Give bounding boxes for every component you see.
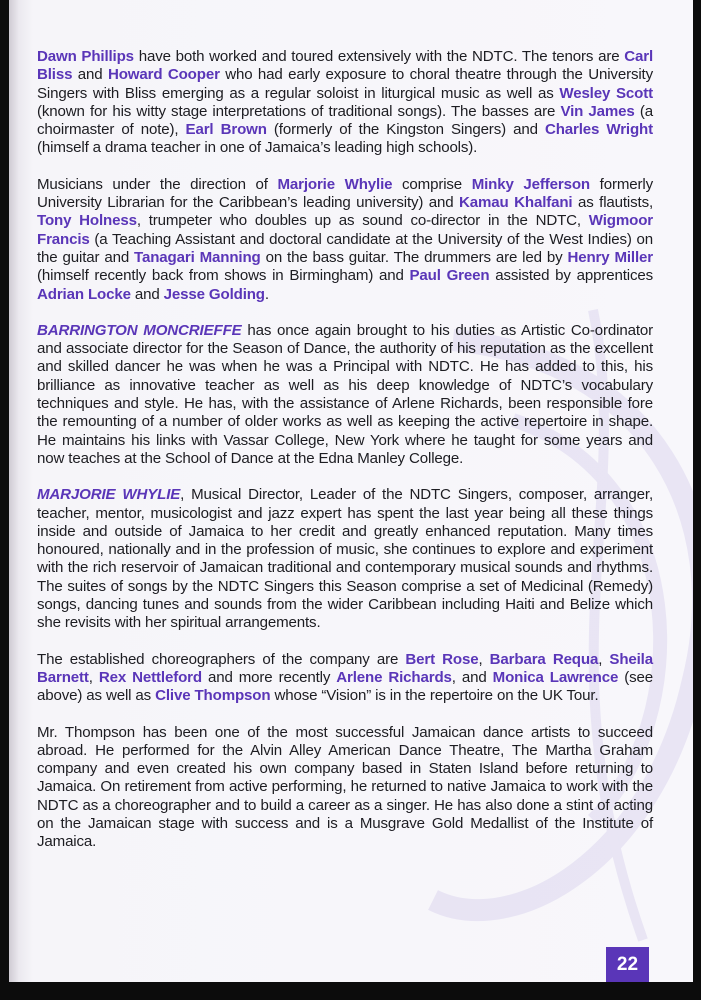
text-run: assisted by apprentices <box>489 267 653 285</box>
page-number-badge <box>606 947 649 982</box>
text-run: (formerly of the Kingston Singers) and <box>266 121 545 139</box>
text-run: , and <box>451 668 493 686</box>
text-run: comprise <box>392 175 472 193</box>
text-run: , trumpeter who doubles up as sound co-director in the NDTC, <box>136 212 589 230</box>
text-run: , <box>478 650 490 668</box>
text-run: (known for his witty stage interpretations of traditional songs). The basses are <box>37 102 561 120</box>
person-name: Arlene Richards <box>336 668 452 686</box>
text-run: , <box>88 668 99 686</box>
person-name: Vin James <box>560 102 635 120</box>
page-number: 22 <box>616 953 639 975</box>
person-name: Jesse Golding <box>163 285 265 303</box>
person-name: Sheila Barnett <box>37 650 653 686</box>
text-run: on the bass guitar. The drummers are led by <box>260 248 568 266</box>
person-name: Marjorie Whylie <box>277 175 393 193</box>
person-name: Howard Cooper <box>107 66 220 84</box>
person-name: Carl Bliss <box>37 48 653 84</box>
text-run: (a Teaching Assistant and doctoral candidate at the University of the West Indies) on the guitar and <box>37 230 653 266</box>
person-name: Paul Green <box>409 267 490 285</box>
brochure-page <box>9 0 693 982</box>
text-run: (himself a drama teacher in one of Jamaica’s leading high schools). <box>37 139 478 157</box>
text-run: and <box>72 66 108 84</box>
text-run: , Musical Director, Leader of the NDTC Singers, composer, arranger, teacher, mentor, musicologist and jazz expert has spent the last year being all these things inside and outside of Jamaica to her credit and greatly enhanced reputation. Many times honoured, nationally and in the profession of music, she continues to explore and experiment with the rich reservoir of Jamaican traditional and contemporary musical sounds and rhythms. The suites of songs by the NDTC Singers this Season comprise a set of Medicinal (Remedy) songs, dancing tunes and sounds from the wider Caribbean including Haiti and Belize which she revisits with her spiritual arrangements. <box>37 486 653 632</box>
text-run: and more recently <box>201 668 337 686</box>
person-name: Bert Rose <box>405 650 479 668</box>
text-run: as flautists, <box>572 194 654 212</box>
person-name: Dawn Phillips <box>37 48 134 65</box>
person-name: Barbara Requa <box>489 650 599 668</box>
person-name: Adrian Locke <box>37 285 131 303</box>
paragraph-choreographers <box>37 651 653 706</box>
paragraph-marjorie-whylie <box>37 486 653 632</box>
text-run: The established choreographers of the company are <box>37 650 406 668</box>
paragraph-clive-thompson <box>37 724 653 852</box>
person-name: Tony Holness <box>37 212 137 230</box>
person-name: Clive Thompson <box>155 687 271 705</box>
text-run: who had early exposure to choral theatre through the University Singers with Bliss emerging as a regular soloist in liturgical music as well as <box>37 66 653 102</box>
person-name: Rex Nettleford <box>98 668 202 686</box>
text-run: whose “Vision” is in the repertoire on the UK Tour. <box>270 687 599 705</box>
paragraph-barrington-moncrieffe <box>37 322 653 468</box>
text-run: have both worked and toured extensively with the NDTC. The tenors are <box>133 48 625 65</box>
person-name: Kamau Khalfani <box>459 194 573 212</box>
text-run: Mr. Thompson has been one of the most successful Jamaican dance artists to succeed abroad. He performed for the Alvin Alley American Dance Theatre, The Martha Graham company and even created his own company based in Staten Island before returning to Jamaica. On retirement from active performing, he returned to native Jamaica to work with the NDTC as a choreographer and to build a career as a singer. He has also done a stint of acting on the Jamaican stage with success and is a Musgrave Gold Medallist of the Institute of Jamaica. <box>37 723 653 851</box>
text-run: (a choirmaster of note), <box>37 102 653 139</box>
person-name: Earl Brown <box>185 121 267 139</box>
person-name: Wesley Scott <box>559 84 653 102</box>
person-name: Monica Lawrence <box>492 668 619 686</box>
person-name: Wigmoor Francis <box>37 212 653 248</box>
person-name: Tanagari Manning <box>134 248 261 266</box>
text-run: formerly University Librarian for the Caribbean’s leading university) and <box>37 175 653 212</box>
text-run: , <box>598 650 610 668</box>
text-run: and <box>130 285 164 303</box>
text-run: Musicians under the direction of <box>37 175 278 193</box>
person-name: Minky Jefferson <box>471 175 590 193</box>
paragraph-musicians <box>37 176 653 304</box>
paragraph-singers <box>37 48 653 158</box>
person-name: BARRINGTON MONCRIEFFE <box>37 321 242 339</box>
text-run: (himself recently back from shows in Birmingham) and <box>37 267 410 285</box>
body-text <box>37 48 653 870</box>
text-run: has once again brought to his duties as Artistic Co-ordinator and associate director for the Season of Dance, the authority of his reputation as the excellent and skilled dancer he was when he was a Principal with NDTC. He has added to this, his brilliance as innovative teacher as well as his deep knowledge of NDTC’s vocabulary techniques and style. He has, with the assistance of Arlene Richards, been responsible fore the remounting of a number of older works as well as keeping the active repertoire in shape. He maintains his links with Vassar College, New York where he taught for some years and now teaches at the School of Dance at the Edna Manley College. <box>37 321 653 467</box>
person-name: Charles Wright <box>544 121 653 139</box>
text-run: (see above) as well as <box>37 668 654 705</box>
person-name: MARJORIE WHYLIE <box>37 486 181 504</box>
person-name: Henry Miller <box>567 248 653 266</box>
text-run: . <box>264 285 269 303</box>
